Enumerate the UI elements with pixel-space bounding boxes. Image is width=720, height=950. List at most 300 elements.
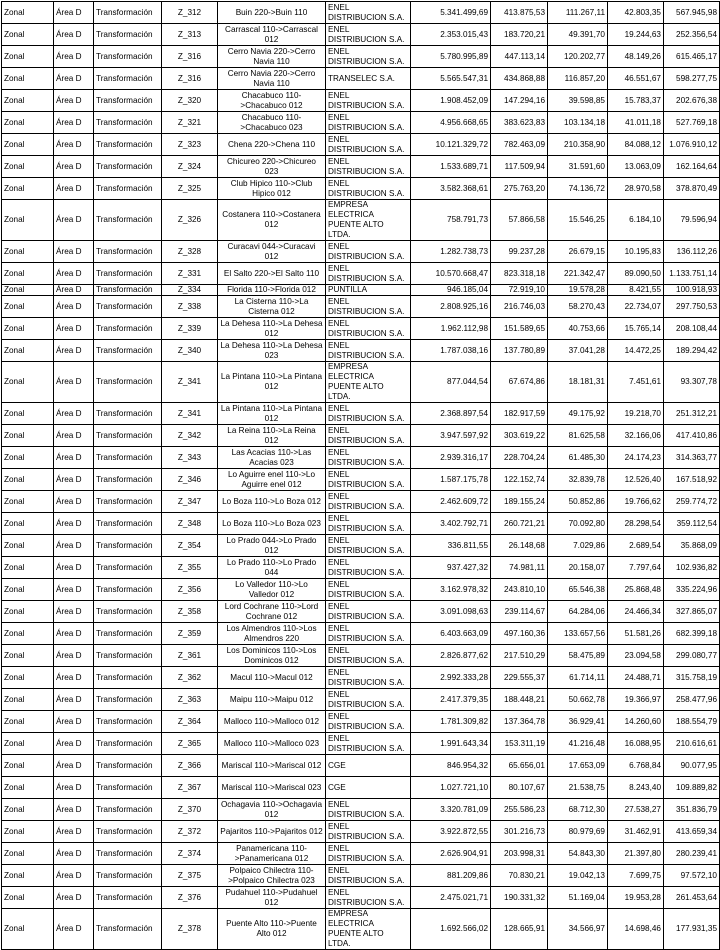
table-row [2, 403, 720, 425]
owner-cell: ENEL DISTRIBUCION S.A. [326, 403, 411, 425]
installation-cell: Los Almendros 110->Los Almendros 220 [218, 623, 326, 645]
value-4-cell: 31.462,91 [608, 821, 664, 843]
value-3-cell: 19.578,28 [548, 285, 608, 296]
total-cell: 413.659,34 [664, 821, 720, 843]
type-cell: Transformación [94, 887, 162, 909]
code-cell: Z_359 [162, 623, 218, 645]
table-row [2, 112, 720, 134]
value-4-cell: 16.088,95 [608, 733, 664, 755]
value-4-cell: 7.797,64 [608, 557, 664, 579]
value-1-cell: 3.320.781,09 [411, 799, 491, 821]
value-4-cell: 42.803,35 [608, 2, 664, 24]
code-cell: Z_376 [162, 887, 218, 909]
owner-cell: EMPRESA ELECTRICA PUENTE ALTO LTDA. [326, 909, 411, 950]
type-cell: Transformación [94, 623, 162, 645]
table-row [2, 557, 720, 579]
value-3-cell: 26.679,15 [548, 241, 608, 263]
installation-cell: Malloco 110->Malloco 012 [218, 711, 326, 733]
value-1-cell: 1.908.452,09 [411, 90, 491, 112]
owner-cell: ENEL DISTRIBUCION S.A. [326, 112, 411, 134]
value-3-cell: 19.042,13 [548, 865, 608, 887]
owner-cell: EMPRESA ELECTRICA PUENTE ALTO LTDA. [326, 362, 411, 403]
value-1-cell: 877.044,54 [411, 362, 491, 403]
segment-cell: Zonal [2, 799, 54, 821]
owner-cell: ENEL DISTRIBUCION S.A. [326, 263, 411, 285]
installation-cell: Pudahuel 110->Pudahuel 012 [218, 887, 326, 909]
area-cell: Área D [54, 469, 94, 491]
installation-cell: Lo Valledor 110->Lo Valledor 012 [218, 579, 326, 601]
owner-cell: EMPRESA ELECTRICA PUENTE ALTO LTDA. [326, 200, 411, 241]
type-cell: Transformación [94, 285, 162, 296]
installation-cell: Lo Aguirre enel 110->Lo Aguirre enel 012 [218, 469, 326, 491]
value-4-cell: 19.218,70 [608, 403, 664, 425]
table-row [2, 178, 720, 200]
area-cell: Área D [54, 447, 94, 469]
type-cell: Transformación [94, 579, 162, 601]
owner-cell: ENEL DISTRIBUCION S.A. [326, 623, 411, 645]
value-3-cell: 103.134,18 [548, 112, 608, 134]
value-4-cell: 6.768,84 [608, 755, 664, 777]
value-3-cell: 31.591,60 [548, 156, 608, 178]
type-cell: Transformación [94, 134, 162, 156]
segment-cell: Zonal [2, 134, 54, 156]
value-1-cell: 10.121.329,72 [411, 134, 491, 156]
code-cell: Z_334 [162, 285, 218, 296]
segment-cell: Zonal [2, 340, 54, 362]
table-row [2, 887, 720, 909]
total-cell: 35.868,09 [664, 535, 720, 557]
installation-cell: Ochagavia 110->Ochagavia 012 [218, 799, 326, 821]
owner-cell: CGE [326, 777, 411, 799]
code-cell: Z_339 [162, 318, 218, 340]
value-3-cell: 58.475,89 [548, 645, 608, 667]
value-3-cell: 74.136,72 [548, 178, 608, 200]
area-cell: Área D [54, 777, 94, 799]
value-3-cell: 36.929,41 [548, 711, 608, 733]
table-row [2, 241, 720, 263]
segment-cell: Zonal [2, 178, 54, 200]
value-4-cell: 28.298,54 [608, 513, 664, 535]
value-1-cell: 2.808.925,16 [411, 296, 491, 318]
value-2-cell: 239.114,67 [491, 601, 548, 623]
installation-cell: Costanera 110->Costanera 012 [218, 200, 326, 241]
total-cell: 598.277,75 [664, 68, 720, 90]
segment-cell: Zonal [2, 645, 54, 667]
table-row [2, 263, 720, 285]
total-cell: 615.465,17 [664, 46, 720, 68]
total-cell: 79.596,94 [664, 200, 720, 241]
code-cell: Z_341 [162, 403, 218, 425]
code-cell: Z_366 [162, 755, 218, 777]
value-2-cell: 99.237,28 [491, 241, 548, 263]
code-cell: Z_323 [162, 134, 218, 156]
owner-cell: ENEL DISTRIBUCION S.A. [326, 46, 411, 68]
installation-cell: Carrascal 110->Carrascal 012 [218, 24, 326, 46]
type-cell: Transformación [94, 156, 162, 178]
value-4-cell: 13.063,09 [608, 156, 664, 178]
value-2-cell: 183.720,21 [491, 24, 548, 46]
total-cell: 258.477,96 [664, 689, 720, 711]
value-1-cell: 336.811,55 [411, 535, 491, 557]
value-2-cell: 137.364,78 [491, 711, 548, 733]
owner-cell: ENEL DISTRIBUCION S.A. [326, 535, 411, 557]
value-4-cell: 22.734,07 [608, 296, 664, 318]
value-2-cell: 26.148,68 [491, 535, 548, 557]
value-1-cell: 10.570.668,47 [411, 263, 491, 285]
value-1-cell: 846.954,32 [411, 755, 491, 777]
code-cell: Z_365 [162, 733, 218, 755]
installation-cell: Maipu 110->Maipu 012 [218, 689, 326, 711]
value-4-cell: 51.581,26 [608, 623, 664, 645]
value-2-cell: 80.107,67 [491, 777, 548, 799]
value-1-cell: 3.402.792,71 [411, 513, 491, 535]
table-row [2, 296, 720, 318]
area-cell: Área D [54, 362, 94, 403]
owner-cell: CGE [326, 755, 411, 777]
type-cell: Transformación [94, 557, 162, 579]
code-cell: Z_320 [162, 90, 218, 112]
area-cell: Área D [54, 513, 94, 535]
area-cell: Área D [54, 865, 94, 887]
value-2-cell: 147.294,16 [491, 90, 548, 112]
value-1-cell: 1.692.566,02 [411, 909, 491, 950]
value-3-cell: 210.358,90 [548, 134, 608, 156]
value-2-cell: 383.623,83 [491, 112, 548, 134]
area-cell: Área D [54, 156, 94, 178]
type-cell: Transformación [94, 777, 162, 799]
area-cell: Área D [54, 403, 94, 425]
area-cell: Área D [54, 711, 94, 733]
installation-cell: Chicureo 220->Chicureo 023 [218, 156, 326, 178]
owner-cell: TRANSELEC S.A. [326, 68, 411, 90]
value-4-cell: 12.526,40 [608, 469, 664, 491]
owner-cell: ENEL DISTRIBUCION S.A. [326, 469, 411, 491]
table-row [2, 425, 720, 447]
total-cell: 109.889,82 [664, 777, 720, 799]
transformation-table [1, 1, 720, 950]
value-3-cell: 40.753,66 [548, 318, 608, 340]
table-row [2, 340, 720, 362]
total-cell: 259.774,72 [664, 491, 720, 513]
value-3-cell: 39.598,85 [548, 90, 608, 112]
code-cell: Z_326 [162, 200, 218, 241]
value-1-cell: 6.403.663,09 [411, 623, 491, 645]
value-2-cell: 413.875,53 [491, 2, 548, 24]
total-cell: 208.108,44 [664, 318, 720, 340]
value-3-cell: 41.216,48 [548, 733, 608, 755]
value-4-cell: 8.421,55 [608, 285, 664, 296]
value-1-cell: 4.956.668,65 [411, 112, 491, 134]
segment-cell: Zonal [2, 241, 54, 263]
segment-cell: Zonal [2, 821, 54, 843]
owner-cell: ENEL DISTRIBUCION S.A. [326, 799, 411, 821]
total-cell: 1.076.910,12 [664, 134, 720, 156]
segment-cell: Zonal [2, 68, 54, 90]
type-cell: Transformación [94, 645, 162, 667]
segment-cell: Zonal [2, 263, 54, 285]
installation-cell: Macul 110->Macul 012 [218, 667, 326, 689]
total-cell: 314.363,77 [664, 447, 720, 469]
area-cell: Área D [54, 68, 94, 90]
value-1-cell: 881.209,86 [411, 865, 491, 887]
segment-cell: Zonal [2, 362, 54, 403]
total-cell: 359.112,54 [664, 513, 720, 535]
type-cell: Transformación [94, 601, 162, 623]
value-2-cell: 70.830,21 [491, 865, 548, 887]
segment-cell: Zonal [2, 46, 54, 68]
value-3-cell: 81.625,58 [548, 425, 608, 447]
segment-cell: Zonal [2, 90, 54, 112]
owner-cell: ENEL DISTRIBUCION S.A. [326, 318, 411, 340]
code-cell: Z_356 [162, 579, 218, 601]
area-cell: Área D [54, 318, 94, 340]
value-2-cell: 228.704,24 [491, 447, 548, 469]
owner-cell: ENEL DISTRIBUCION S.A. [326, 579, 411, 601]
value-4-cell: 32.166,06 [608, 425, 664, 447]
code-cell: Z_316 [162, 68, 218, 90]
value-2-cell: 497.160,36 [491, 623, 548, 645]
value-4-cell: 14.260,60 [608, 711, 664, 733]
code-cell: Z_367 [162, 777, 218, 799]
code-cell: Z_346 [162, 469, 218, 491]
code-cell: Z_342 [162, 425, 218, 447]
value-2-cell: 74.981,11 [491, 557, 548, 579]
table-row [2, 318, 720, 340]
area-cell: Área D [54, 799, 94, 821]
value-2-cell: 275.763,20 [491, 178, 548, 200]
code-cell: Z_374 [162, 843, 218, 865]
value-3-cell: 34.566,97 [548, 909, 608, 950]
type-cell: Transformación [94, 318, 162, 340]
value-2-cell: 823.318,18 [491, 263, 548, 285]
installation-cell: El Salto 220->El Salto 110 [218, 263, 326, 285]
value-1-cell: 1.587.175,78 [411, 469, 491, 491]
table-row [2, 777, 720, 799]
area-cell: Área D [54, 425, 94, 447]
type-cell: Transformación [94, 24, 162, 46]
value-2-cell: 260.721,21 [491, 513, 548, 535]
value-2-cell: 117.509,94 [491, 156, 548, 178]
total-cell: 261.453,64 [664, 887, 720, 909]
table-row [2, 601, 720, 623]
area-cell: Área D [54, 263, 94, 285]
value-1-cell: 5.341.499,69 [411, 2, 491, 24]
table-row [2, 733, 720, 755]
area-cell: Área D [54, 821, 94, 843]
total-cell: 567.945,98 [664, 2, 720, 24]
value-1-cell: 5.565.547,31 [411, 68, 491, 90]
segment-cell: Zonal [2, 755, 54, 777]
value-1-cell: 3.091.098,63 [411, 601, 491, 623]
installation-cell: Florida 110->Florida 012 [218, 285, 326, 296]
installation-cell: Lord Cochrane 110->Lord Cochrane 012 [218, 601, 326, 623]
owner-cell: ENEL DISTRIBUCION S.A. [326, 491, 411, 513]
value-3-cell: 18.181,31 [548, 362, 608, 403]
code-cell: Z_348 [162, 513, 218, 535]
segment-cell: Zonal [2, 667, 54, 689]
type-cell: Transformación [94, 362, 162, 403]
value-4-cell: 2.689,54 [608, 535, 664, 557]
table-row [2, 623, 720, 645]
total-cell: 417.410,86 [664, 425, 720, 447]
value-2-cell: 153.311,19 [491, 733, 548, 755]
value-3-cell: 221.342,47 [548, 263, 608, 285]
owner-cell: ENEL DISTRIBUCION S.A. [326, 711, 411, 733]
table-row [2, 843, 720, 865]
total-cell: 189.294,42 [664, 340, 720, 362]
value-1-cell: 946.185,04 [411, 285, 491, 296]
table-row [2, 755, 720, 777]
type-cell: Transformación [94, 799, 162, 821]
table-row [2, 134, 720, 156]
code-cell: Z_372 [162, 821, 218, 843]
value-2-cell: 190.331,32 [491, 887, 548, 909]
value-3-cell: 111.267,11 [548, 2, 608, 24]
owner-cell: ENEL DISTRIBUCION S.A. [326, 645, 411, 667]
code-cell: Z_328 [162, 241, 218, 263]
segment-cell: Zonal [2, 689, 54, 711]
value-3-cell: 54.843,30 [548, 843, 608, 865]
value-2-cell: 447.113,14 [491, 46, 548, 68]
value-4-cell: 19.766,62 [608, 491, 664, 513]
total-cell: 527.769,18 [664, 112, 720, 134]
segment-cell: Zonal [2, 425, 54, 447]
installation-cell: Pajaritos 110->Pajaritos 012 [218, 821, 326, 843]
value-3-cell: 64.284,06 [548, 601, 608, 623]
segment-cell: Zonal [2, 447, 54, 469]
type-cell: Transformación [94, 865, 162, 887]
value-3-cell: 61.485,30 [548, 447, 608, 469]
value-2-cell: 229.555,37 [491, 667, 548, 689]
code-cell: Z_340 [162, 340, 218, 362]
segment-cell: Zonal [2, 513, 54, 535]
owner-cell: ENEL DISTRIBUCION S.A. [326, 178, 411, 200]
type-cell: Transformación [94, 340, 162, 362]
area-cell: Área D [54, 843, 94, 865]
value-3-cell: 58.270,43 [548, 296, 608, 318]
type-cell: Transformación [94, 447, 162, 469]
value-3-cell: 116.857,20 [548, 68, 608, 90]
value-3-cell: 68.712,30 [548, 799, 608, 821]
area-cell: Área D [54, 755, 94, 777]
value-4-cell: 19.953,28 [608, 887, 664, 909]
installation-cell: Las Acacias 110->Las Acacias 023 [218, 447, 326, 469]
type-cell: Transformación [94, 263, 162, 285]
value-1-cell: 2.992.333,28 [411, 667, 491, 689]
value-3-cell: 7.029,86 [548, 535, 608, 557]
owner-cell: ENEL DISTRIBUCION S.A. [326, 447, 411, 469]
type-cell: Transformación [94, 909, 162, 950]
value-4-cell: 15.765,14 [608, 318, 664, 340]
value-2-cell: 188.448,21 [491, 689, 548, 711]
segment-cell: Zonal [2, 711, 54, 733]
type-cell: Transformación [94, 90, 162, 112]
total-cell: 177.931,35 [664, 909, 720, 950]
code-cell: Z_362 [162, 667, 218, 689]
total-cell: 102.936,82 [664, 557, 720, 579]
installation-cell: Polpaico Chilectra 110->Polpaico Chilectra 023 [218, 865, 326, 887]
installation-cell: Lo Boza 110->Lo Boza 012 [218, 491, 326, 513]
installation-cell: La Pintana 110->La Pintana 012 [218, 362, 326, 403]
type-cell: Transformación [94, 112, 162, 134]
owner-cell: ENEL DISTRIBUCION S.A. [326, 821, 411, 843]
table-row [2, 156, 720, 178]
value-1-cell: 1.282.738,73 [411, 241, 491, 263]
total-cell: 188.554,79 [664, 711, 720, 733]
type-cell: Transformación [94, 469, 162, 491]
installation-cell: Puente Alto 110->Puente Alto 012 [218, 909, 326, 950]
code-cell: Z_361 [162, 645, 218, 667]
segment-cell: Zonal [2, 557, 54, 579]
value-4-cell: 89.090,50 [608, 263, 664, 285]
installation-cell: Buin 220->Buin 110 [218, 2, 326, 24]
table-row [2, 68, 720, 90]
value-1-cell: 3.582.368,61 [411, 178, 491, 200]
value-4-cell: 24.466,34 [608, 601, 664, 623]
value-4-cell: 6.184,10 [608, 200, 664, 241]
total-cell: 136.112,26 [664, 241, 720, 263]
table-row [2, 285, 720, 296]
owner-cell: ENEL DISTRIBUCION S.A. [326, 601, 411, 623]
table-row [2, 535, 720, 557]
table-row [2, 689, 720, 711]
code-cell: Z_375 [162, 865, 218, 887]
total-cell: 299.080,77 [664, 645, 720, 667]
type-cell: Transformación [94, 535, 162, 557]
code-cell: Z_378 [162, 909, 218, 950]
table-row [2, 865, 720, 887]
installation-cell: Los Dominicos 110->Los Dominicos 012 [218, 645, 326, 667]
value-2-cell: 65.656,01 [491, 755, 548, 777]
value-4-cell: 15.783,37 [608, 90, 664, 112]
value-1-cell: 3.922.872,55 [411, 821, 491, 843]
value-1-cell: 2.626.904,91 [411, 843, 491, 865]
type-cell: Transformación [94, 733, 162, 755]
area-cell: Área D [54, 733, 94, 755]
owner-cell: ENEL DISTRIBUCION S.A. [326, 667, 411, 689]
type-cell: Transformación [94, 403, 162, 425]
value-1-cell: 2.826.877,62 [411, 645, 491, 667]
table-row [2, 513, 720, 535]
table-row [2, 799, 720, 821]
table-row [2, 711, 720, 733]
total-cell: 378.870,49 [664, 178, 720, 200]
segment-cell: Zonal [2, 112, 54, 134]
value-2-cell: 434.868,88 [491, 68, 548, 90]
code-cell: Z_325 [162, 178, 218, 200]
installation-cell: Chena 220->Chena 110 [218, 134, 326, 156]
value-1-cell: 5.780.995,89 [411, 46, 491, 68]
segment-cell: Zonal [2, 887, 54, 909]
segment-cell: Zonal [2, 2, 54, 24]
total-cell: 90.077,95 [664, 755, 720, 777]
type-cell: Transformación [94, 491, 162, 513]
value-3-cell: 65.546,38 [548, 579, 608, 601]
value-4-cell: 8.243,40 [608, 777, 664, 799]
owner-cell: ENEL DISTRIBUCION S.A. [326, 513, 411, 535]
total-cell: 315.758,19 [664, 667, 720, 689]
type-cell: Transformación [94, 667, 162, 689]
value-3-cell: 17.653,09 [548, 755, 608, 777]
table-row [2, 579, 720, 601]
area-cell: Área D [54, 491, 94, 513]
installation-cell: Malloco 110->Malloco 023 [218, 733, 326, 755]
segment-cell: Zonal [2, 156, 54, 178]
owner-cell: ENEL DISTRIBUCION S.A. [326, 733, 411, 755]
code-cell: Z_358 [162, 601, 218, 623]
value-1-cell: 2.939.316,17 [411, 447, 491, 469]
segment-cell: Zonal [2, 296, 54, 318]
